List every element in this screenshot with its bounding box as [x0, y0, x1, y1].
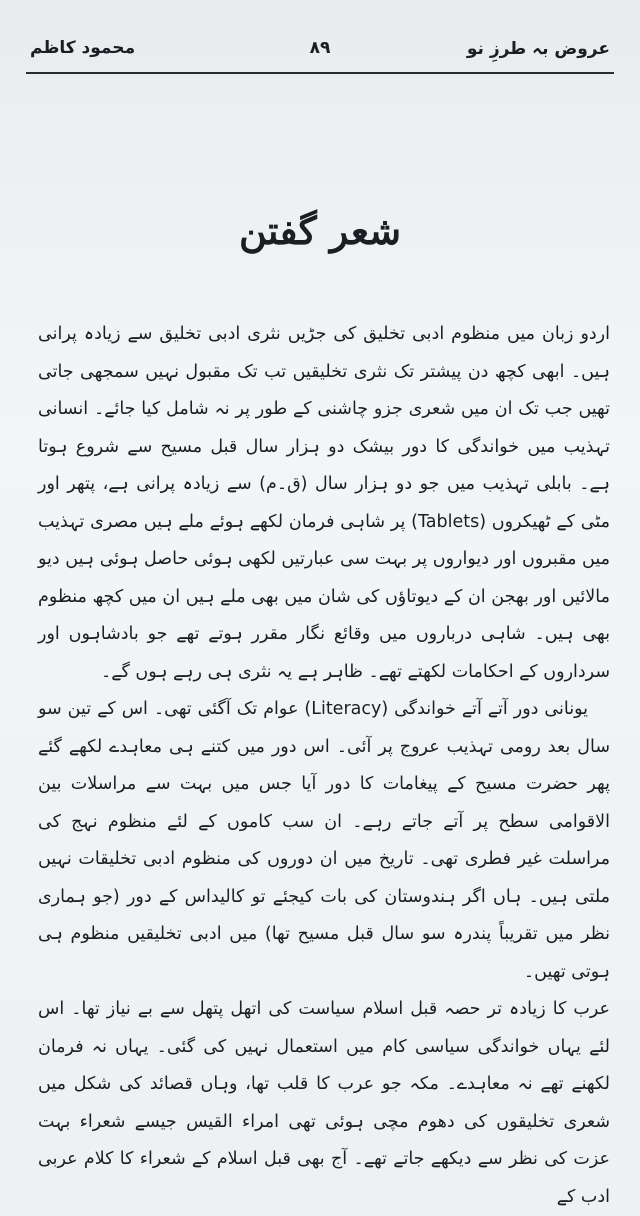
paragraph: عرب کا زیادہ تر حصہ قبل اسلام سیاست کی اتھل پتھل سے بے نیاز تھا۔ اس لئے یہاں خواندگی سیاسی کام میں استعمال نہیں کی گئی۔ یہاں نہ فرمان لکھنے تھے نہ معاہدے۔ مکہ جو عرب کا قلب تھا، وہاں قصائد کی شکل میں شعری تخلیقوں کی دھوم مچی ہوئی تھی امراء القیس جیسے شعراء بہت عزت کی نظر سے دیکھے جاتے تھے۔ آج بھی قبل اسلام کے شعراء کا کلام عربی ادب کے: [38, 999, 610, 1207]
chapter-title: شعر گفتن: [238, 208, 402, 253]
paragraph: اردو زبان میں منظوم ادبی تخلیق کی جڑیں نثری ادبی تخلیق سے زیادہ پرانی ہیں۔ ابھی کچھ دن پیشتر تک نثری تخلیقیں تب تک مقبول نہیں سمجھی جاتی تھیں جب تک ان میں شعری جزو چاشنی کے طور پر نہ شامل کیا جائے۔ انسانی تہذیب میں خواندگی کا دور بیشک دو ہزار سال قبل مسیح سے شروع ہوتا ہے۔ بابلی تہذیب میں جو دو ہزار سال (ق۔م) سے زیادہ پرانی ہے، پتھر اور مٹی کے ٹھیکروں (Tablets) پر شاہی فرمان لکھے ہوئے ملے ہیں مصری تہذیب میں مقبروں اور دیواروں پر بہت سی عبارتیں لکھی ہوئی حاصل ہوئی ہیں دیو مالائیں اور بھجن ان کے دیوتاؤں کی شان میں بھی ملے ہیں ان میں کچھ منظوم بھی ہیں۔ شاہی درباروں میں وقائع نگار مقرر ہوتے تھے جو بادشاہوں اور سرداروں کے احکامات لکھتے تھے۔ ظاہر ہے یہ نثری ہی رہے ہوں گے۔: [38, 324, 610, 682]
page-number: ۸۹: [309, 38, 331, 58]
author-name: محمود کاظم: [30, 38, 136, 58]
body-text: [38, 316, 610, 1207]
header-rule: [26, 72, 614, 74]
paragraph: یونانی دور آتے آتے خواندگی (Literacy) عوام تک آگئی تھی۔ اس کے تین سو سال بعد رومی تہذیب عروج پر آئی۔ اس دور میں کتنے ہی معاہدے لکھے گئے پھر حضرت مسیح کے پیغامات کا دور آیا جس میں بہت سے مراسلات بین الاقوامی سطح پر آتے جاتے رہے۔ ان سب کاموں کے لئے منظوم نہج کی مراسلت غیر فطری تھی۔ تاریخ میں ان دوروں کی منظوم ادبی تخلیقات نہیں ملتی ہیں۔ ہاں اگر ہندوستان کی بات کیجئے تو کالیداس کے دور (جو ہماری نظر میں تقریباً پندرہ سو سال قبل مسیح تھا) میں ادبی تخلیقیں منظوم ہی ہوتی تھیں۔: [38, 699, 610, 982]
running-title: عروض بہ طرزِ نو: [466, 39, 610, 59]
